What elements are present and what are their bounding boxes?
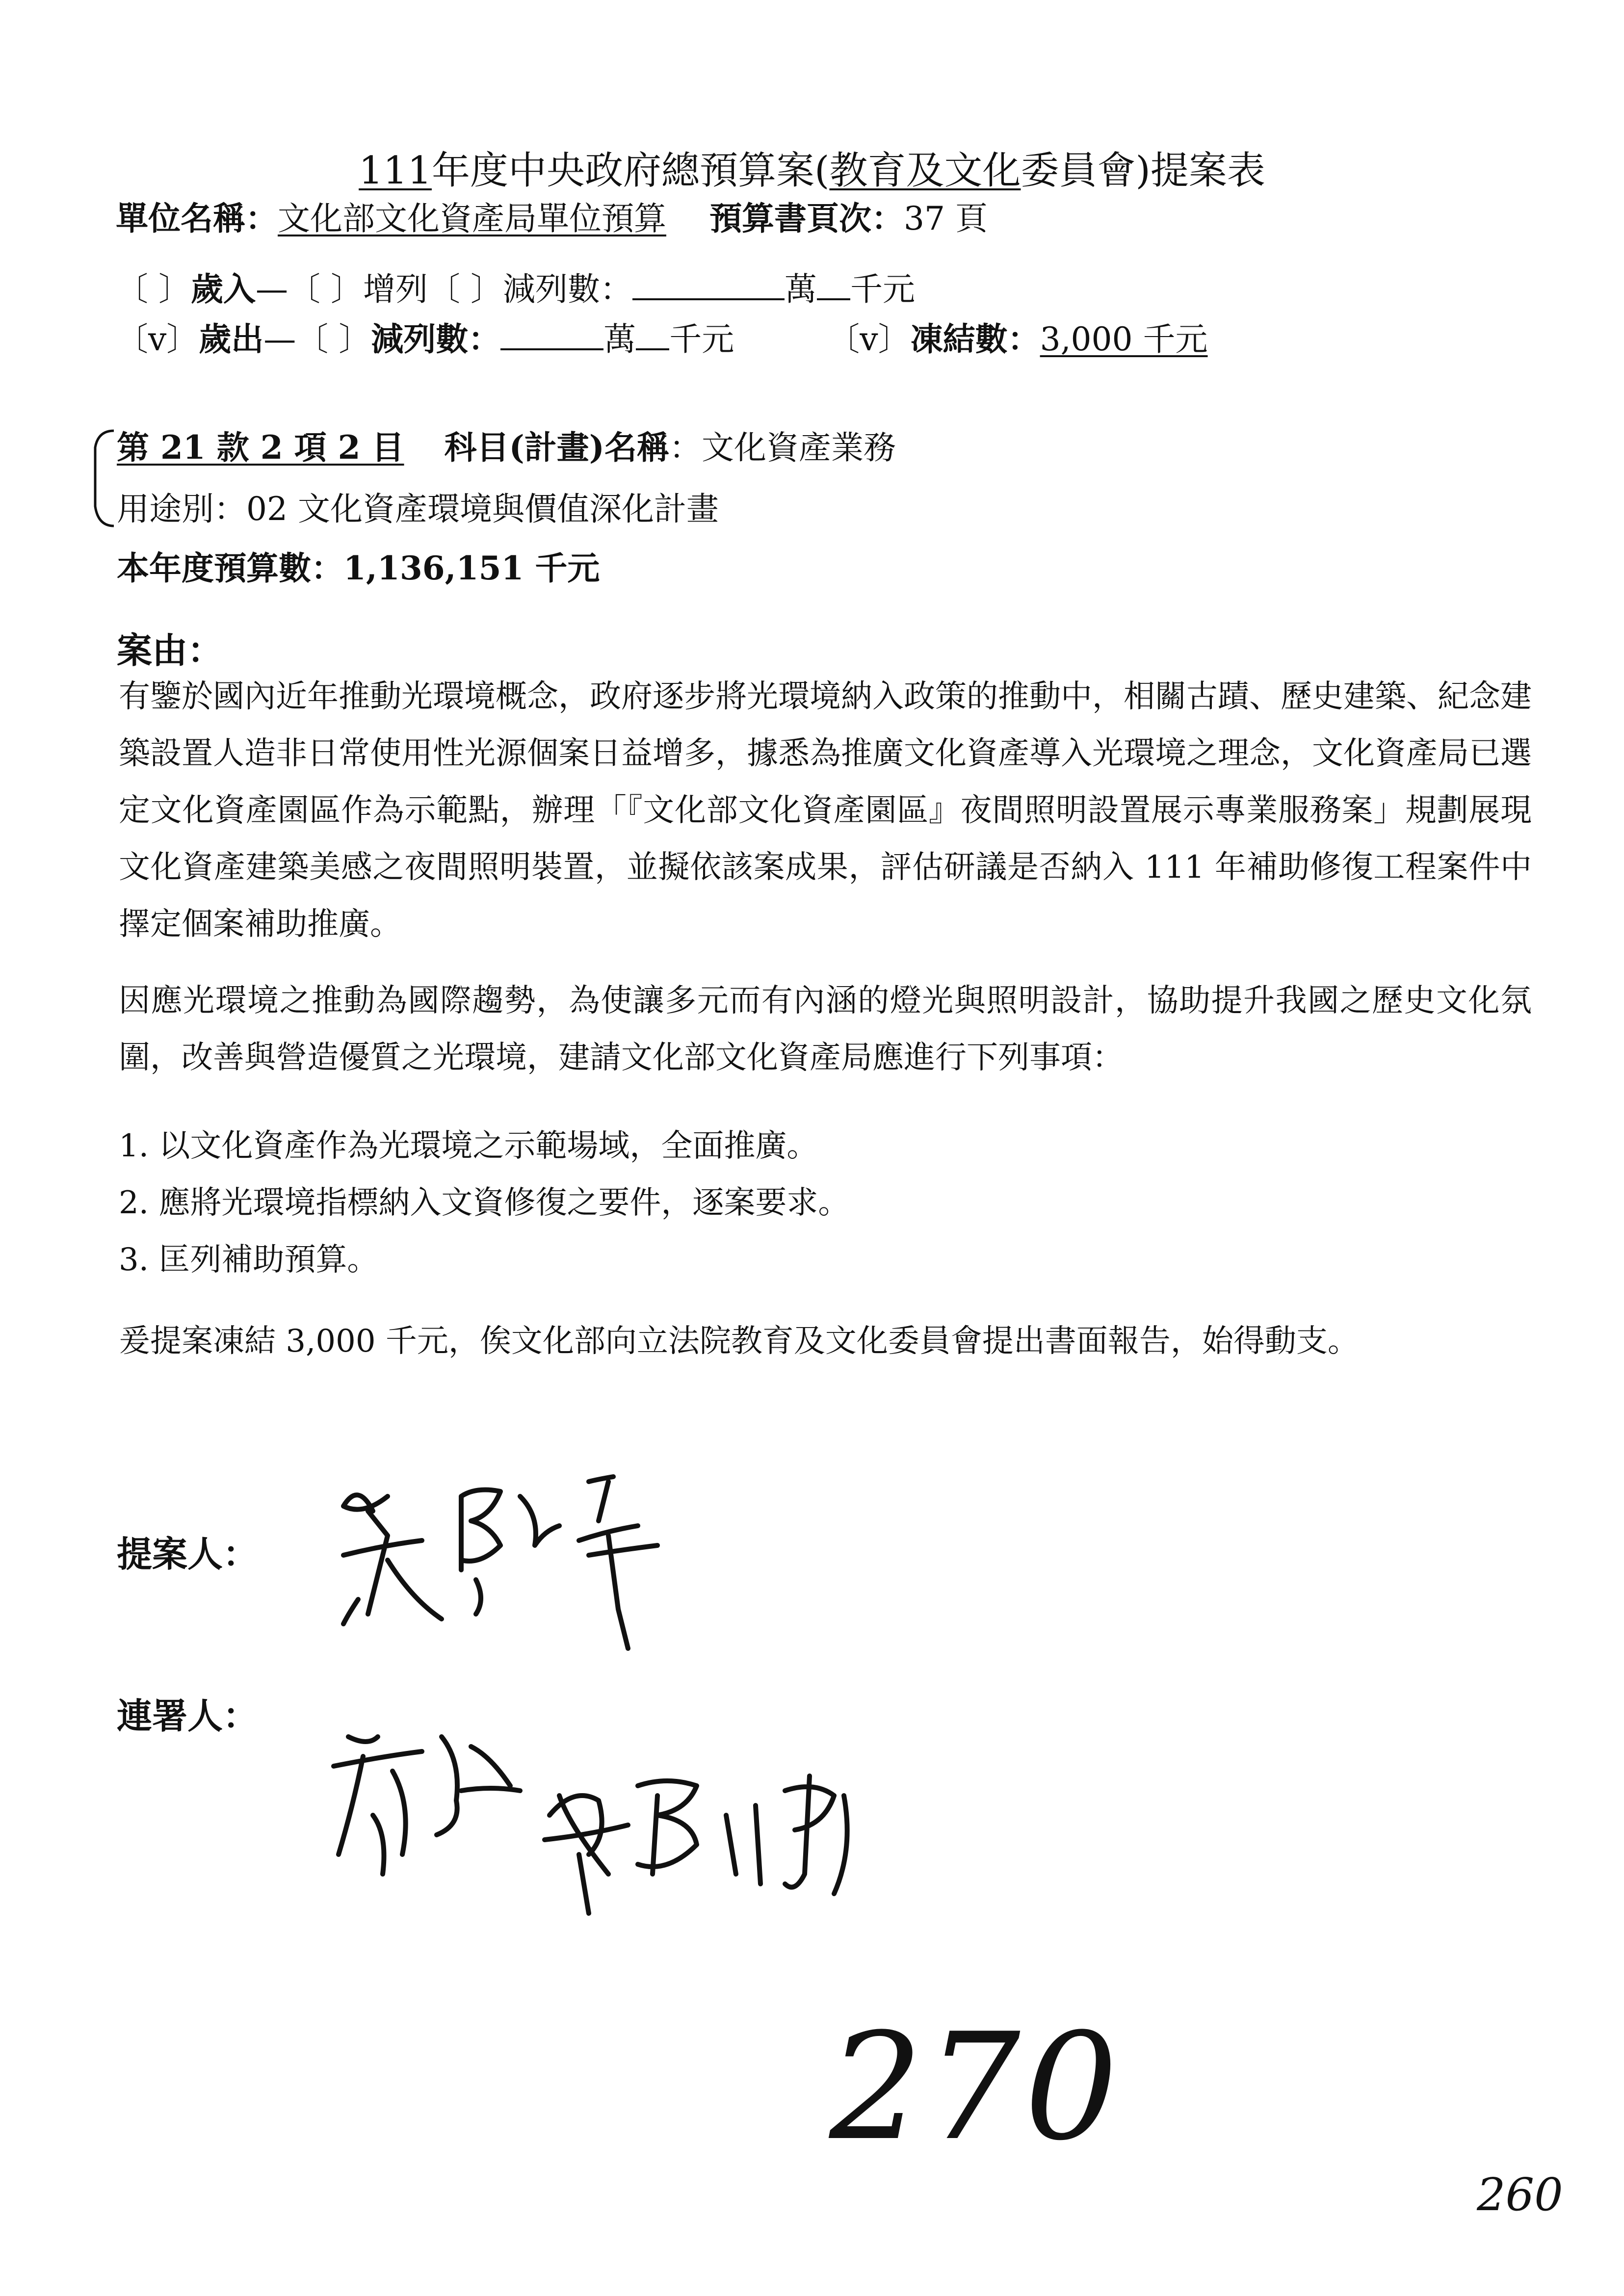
expense-decrease: 減列數：: [371, 320, 501, 358]
expense-label: 歲出: [199, 320, 264, 358]
unit-label: 單位名稱：: [116, 199, 278, 237]
freeze-value: 3,000 千元: [1040, 320, 1208, 358]
expense-bracket: 〔v〕: [116, 320, 199, 358]
title-part-a: 年度中央政府總預算案(: [432, 149, 830, 193]
item-line: [117, 428, 896, 468]
revenue-dash: —: [255, 270, 288, 308]
unit-line: [116, 199, 988, 238]
list-item: 2. 應將光環境指標納入文資修復之要件，逐案要求。: [119, 1185, 850, 1221]
cosigner-label: 連署人：: [117, 1695, 259, 1737]
title-year: 111: [359, 149, 432, 193]
reason-paragraph-2: 因應光環境之推動為國際趨勢，為使讓多元而有內涵的燈光與照明設計，協助提升我國之歷史文化氛圍，改善與營造優質之光環境，建請文化部文化資產局應進行下列事項：: [119, 983, 1532, 1076]
item-bracket: [88, 428, 118, 531]
purpose-line: 用途別：02 文化資產環境與價值深化計畫: [117, 490, 719, 528]
cosigner-signature: [314, 1727, 952, 1933]
proposer-label: 提案人：: [117, 1533, 259, 1575]
title-part-b: 委員會)提案表: [1021, 149, 1265, 193]
revenue-line: [116, 269, 915, 309]
unit-value: 文化部文化資產局單位預算: [278, 200, 666, 237]
page-label: 預算書頁次：: [709, 199, 904, 237]
revenue-wan: 萬: [784, 270, 817, 308]
budget-value: 1,136,151 千元: [343, 549, 600, 587]
revenue-decrease: 〔 〕減列數：: [427, 270, 632, 308]
proposer-signature: [314, 1452, 707, 1727]
title-committee: 教育及文化: [829, 149, 1021, 193]
revenue-bracket: 〔 〕: [116, 270, 191, 308]
expense-wan-blank: [500, 319, 603, 350]
list-item: 1. 以文化資產作為光環境之示範場域，全面推廣。: [119, 1128, 818, 1164]
list-item: 3. 匡列補助預算。: [119, 1242, 379, 1278]
revenue-label: 歲入: [190, 270, 256, 308]
expense-qian-blank: [636, 319, 669, 350]
expense-line: [116, 319, 1208, 359]
page-value: 37 頁: [904, 200, 988, 237]
corner-number: 260: [1477, 2168, 1563, 2221]
reason-paragraph-3: 爰提案凍結 3,000 千元，俟文化部向立法院教育及文化委員會提出書面報告，始得動支。: [119, 1323, 1359, 1359]
revenue-qian: 千元: [850, 270, 915, 308]
reason-paragraph-1: 有鑒於國內近年推動光環境概念，政府逐步將光環境納入政策的推動中，相關古蹟、歷史建築、紀念建築設置人造非日常使用性光源個案日益增多，據悉為推廣文化資產導入光環境之理念，文化資產局已選定文化資產園區作為示範點，辦理「『文化部文化資產園區』夜間照明設置展示專業服務案」規劃展現文化資產建築美感之夜間照明裝置，並擬依該案成果，評估研議是否納入 111 年補助修復工程案件中擇定個案補助推廣。: [119, 678, 1532, 942]
subject-label: 科目(計畫)名稱: [444, 428, 670, 467]
reason-heading: 案由：: [117, 629, 223, 671]
expense-dash: —: [263, 320, 296, 358]
freeze-bracket: 〔v〕: [827, 320, 911, 358]
revenue-qian-blank: [817, 269, 850, 300]
handwritten-number: 270: [829, 2002, 1122, 2173]
subject-value: ：文化資產業務: [669, 429, 896, 467]
document-title: [0, 140, 1624, 195]
revenue-wan-blank: [632, 269, 785, 300]
freeze-label: 凍結數：: [910, 320, 1040, 358]
expense-wan: 萬: [603, 320, 636, 358]
budget-label: 本年度預算數：: [117, 549, 343, 587]
expense-qian: 千元: [669, 320, 734, 358]
expense-decrease-bracket: 〔 〕: [296, 320, 371, 358]
budget-line: [117, 548, 600, 588]
revenue-increase: 〔 〕增列: [288, 270, 428, 308]
reason-list: [119, 1118, 849, 1288]
item-code: 第 21 款 2 項 2 目: [117, 428, 404, 467]
